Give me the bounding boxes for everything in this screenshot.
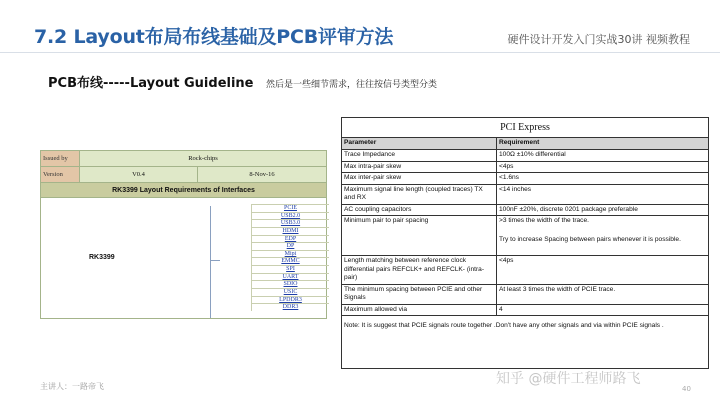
pci-table-rows xyxy=(342,150,708,335)
watermark: 知乎 @硬件工程师路飞 xyxy=(496,371,641,387)
parameter-cell: AC coupling capacitors xyxy=(342,205,497,216)
page-number: 40 xyxy=(682,385,691,393)
parameter-column-header: Parameter xyxy=(342,138,497,149)
requirement-cell: At least 3 times the width of PCIE trace. xyxy=(499,285,616,293)
table-row xyxy=(342,185,708,205)
table-row xyxy=(342,150,708,162)
section-heading: PCB布线-----Layout Guideline xyxy=(48,76,254,91)
interface-link[interactable]: EMMC xyxy=(251,257,329,265)
course-title: 硬件设计开发入门实战30讲 视频教程 xyxy=(507,33,690,46)
table-row xyxy=(342,216,708,256)
requirement-line: >3 times the width of the trace. xyxy=(499,217,589,224)
parameter-cell: Max inter-pair skew xyxy=(342,173,497,184)
parameter-cell: Length matching between reference clock differential pairs REFCLK+ and REFCLK- (intra-pair) xyxy=(342,256,497,284)
interface-link[interactable]: USIC xyxy=(251,288,329,296)
issued-by-label: Issued by xyxy=(41,151,80,167)
interface-link[interactable]: HDMI xyxy=(251,227,329,235)
requirement-cell: 100nF ±20%, discrete 0201 package preferable xyxy=(499,205,638,213)
requirement-cell: <4ps xyxy=(499,257,514,264)
pci-table-title: PCI Express xyxy=(342,118,708,138)
interface-link[interactable]: DDR3 xyxy=(251,303,329,311)
rk-header-row xyxy=(41,183,326,198)
interface-link[interactable]: SPI xyxy=(251,265,329,273)
table-row xyxy=(342,205,708,217)
parameter-cell: Maximum allowed via xyxy=(342,305,497,316)
issuer-value: Rock-chips xyxy=(80,151,326,167)
pci-express-table xyxy=(341,117,709,369)
version-label: Version xyxy=(41,167,80,183)
interface-link[interactable]: USB2.0 xyxy=(251,212,329,220)
section-note: 然后是一些细节需求，往往按信号类型分类 xyxy=(266,80,438,90)
parameter-cell: The minimum spacing between PCIE and other Signals xyxy=(342,285,497,304)
parameter-cell: Trace Impedance xyxy=(342,150,497,161)
interface-link[interactable]: PCIE xyxy=(251,204,329,212)
interface-link[interactable]: EDP xyxy=(251,235,329,243)
date-value: 8-Nov-16 xyxy=(198,167,326,183)
interface-link[interactable]: Mipi xyxy=(251,250,329,258)
title-divider xyxy=(0,52,720,53)
rk-table-body xyxy=(41,198,326,318)
table-row xyxy=(342,285,708,305)
interface-link[interactable]: UART xyxy=(251,273,329,281)
requirement-cell xyxy=(497,216,708,255)
table-row xyxy=(342,162,708,174)
speaker-credit: 主讲人：一路帝飞 xyxy=(40,382,104,391)
chip-name: RK3399 xyxy=(89,254,115,261)
requirement-line: Try to increase Spacing between pairs whenever it is possible. xyxy=(499,235,681,243)
bracket-line xyxy=(210,206,211,318)
pci-note: Note: It is suggest that PCIE signals route together .Don't have any other signals and via within PCIE signals . xyxy=(344,322,664,329)
requirement-cell: 4 xyxy=(499,305,503,313)
parameter-cell: Maximum signal line length (coupled traces) TX and RX xyxy=(342,185,497,204)
table-row xyxy=(342,256,708,285)
rk-table-header: RK3399 Layout Requirements of Interfaces xyxy=(41,183,326,198)
rk-version-row xyxy=(41,167,326,183)
spacer xyxy=(499,226,706,236)
requirement-cell: <4ps xyxy=(499,162,514,170)
requirement-cell: 100Ω ±10% differential xyxy=(499,151,566,158)
interface-list xyxy=(213,204,329,311)
slide-title: 7.2 Layout布局布线基础及PCB评审方法 xyxy=(34,26,394,48)
requirement-cell: <1.6ns xyxy=(499,174,519,181)
interface-link[interactable]: USB3.0 xyxy=(251,219,329,227)
spacer xyxy=(499,244,706,254)
parameter-cell: Max intra-pair skew xyxy=(342,162,497,173)
table-row xyxy=(342,173,708,185)
version-value: V0.4 xyxy=(80,167,198,183)
interface-link[interactable]: SDIO xyxy=(251,280,329,288)
requirement-cell: <14 inches xyxy=(499,185,532,193)
parameter-cell: Minimum pair to pair spacing xyxy=(342,216,497,255)
rk3399-interface-table xyxy=(40,150,327,319)
interface-link[interactable]: LPDDR3 xyxy=(251,296,329,304)
rk-issued-row xyxy=(41,151,326,167)
requirement-column-header: Requirement xyxy=(499,139,540,147)
pci-table-header xyxy=(342,138,708,150)
interface-link[interactable]: DP xyxy=(251,242,329,250)
table-row xyxy=(342,305,708,317)
